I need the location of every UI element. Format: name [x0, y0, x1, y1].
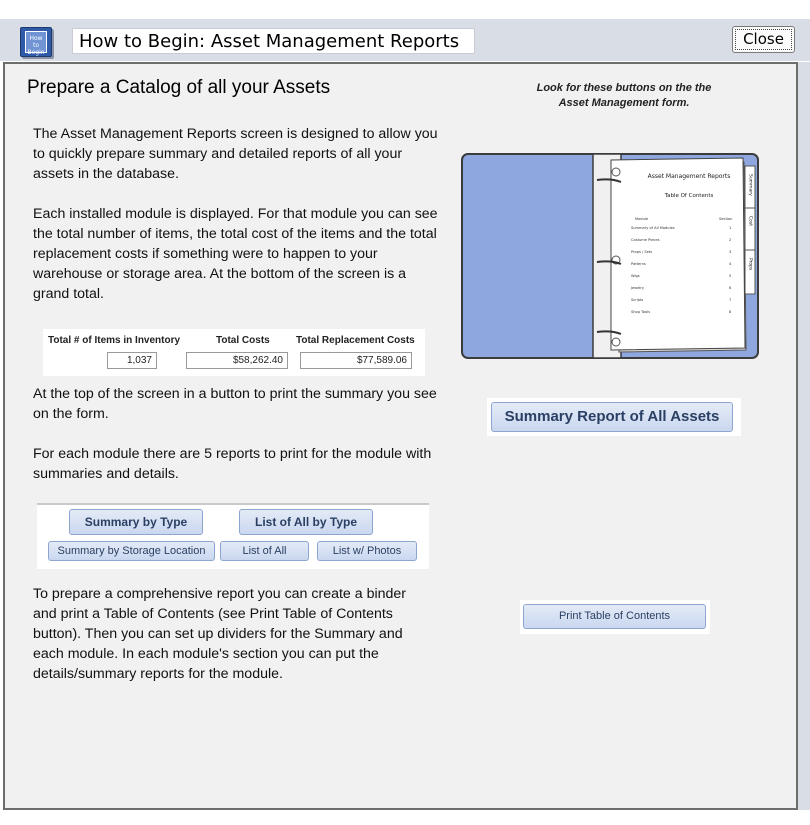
- replacement-value: $77,589.06: [300, 352, 412, 369]
- window-top-margin: [0, 0, 810, 19]
- buttons-note: Look for these buttons on the the Asset Management form.: [536, 82, 712, 109]
- report-buttons-panel: [37, 503, 429, 569]
- summary-report-button[interactable]: Summary Report of All Assets: [491, 402, 733, 432]
- book-icon-label: How to Begin: [25, 31, 47, 53]
- toc-page-subtitle: Table Of Contents: [664, 193, 714, 199]
- toc-row-section: 2: [729, 238, 732, 242]
- tab-label-props: Props: [747, 258, 753, 271]
- totals-example: [43, 329, 425, 376]
- toc-row-section: 6: [729, 286, 732, 290]
- summary-by-type-button[interactable]: Summary by Type: [69, 509, 203, 535]
- reports-paragraph: For each module there are 5 reports to print for the module with summaries and details.: [33, 446, 432, 482]
- intro-paragraph: The Asset Management Reports screen is designed to allow you to quickly prepare summary and detailed reports of all your assets in the database.: [33, 126, 438, 182]
- summary-by-storage-button[interactable]: Summary by Storage Location: [48, 541, 215, 561]
- items-value: 1,037: [107, 352, 157, 369]
- divider-tab-3: [745, 250, 755, 294]
- toc-row-name: Patterns: [631, 262, 646, 266]
- window-bottom-margin: [0, 810, 810, 825]
- toc-page-title: Asset Management Reports: [647, 173, 731, 180]
- list-with-photos-button[interactable]: List w/ Photos: [317, 541, 417, 561]
- costs-label: Total Costs: [216, 335, 270, 346]
- toc-row-name: Jewelry: [631, 286, 645, 290]
- costs-value: $58,262.40: [186, 352, 288, 369]
- replacement-label: Total Replacement Costs: [296, 335, 415, 346]
- toc-page: [611, 158, 745, 350]
- summary-report-area: [487, 398, 741, 436]
- toc-row-section: 5: [729, 274, 732, 278]
- binder-paragraph: To prepare a comprehensive report you can create a binder and print a Table of Contents (see Print Table of Contents button). Then you can set up dividers for the Summary and each module. In each module's section you can put the details/summary reports for the module.: [33, 586, 407, 682]
- toc-row-section: 8: [729, 310, 732, 314]
- toc-row-section: 4: [729, 262, 732, 266]
- toc-row-name: Wigs: [631, 274, 640, 278]
- list-of-all-button[interactable]: List of All: [220, 541, 309, 561]
- toc-row-name: Props / Sets: [631, 250, 653, 254]
- toc-row-name: Summary of All Modules: [631, 226, 675, 230]
- tab-label-cost: Cost: [747, 216, 753, 227]
- page-title: How to Begin: Asset Management Reports: [79, 31, 460, 52]
- divider-tab-2: [745, 208, 755, 252]
- section-heading: Prepare a Catalog of all your Assets: [27, 77, 331, 98]
- toc-row-section: 3: [729, 250, 732, 254]
- toc-row-name: Shop Tools: [631, 310, 651, 314]
- binder-illustration: [461, 152, 761, 362]
- right-edge-strip: [798, 62, 810, 810]
- toc-row-section: 7: [729, 298, 732, 302]
- close-button[interactable]: Close: [732, 26, 795, 53]
- toc-row-name: Costume Pieces: [631, 238, 660, 242]
- toc-row-name: Scripts: [631, 298, 644, 302]
- tab-label-summary: Summary: [747, 174, 753, 196]
- items-label: Total # of Items in Inventory: [48, 335, 181, 346]
- list-all-by-type-button[interactable]: List of All by Type: [239, 509, 373, 535]
- print-toc-button[interactable]: Print Table of Contents: [523, 604, 706, 629]
- toc-col-module: Module: [635, 217, 649, 221]
- toc-col-section: Section: [719, 217, 733, 221]
- modules-paragraph: Each installed module is displayed. For that module you can see the total number of items, the total cost of the items and the total replacement costs if something were to happen to your warehouse or storage area. At the bottom of the screen is a grand total.: [33, 206, 438, 302]
- title-box: [72, 28, 475, 54]
- toc-area: [520, 600, 710, 634]
- how-to-book-icon: [20, 27, 52, 57]
- summary-paragraph: At the top of the screen in a button to print the summary you see on the form.: [33, 386, 437, 422]
- toc-row-section: 1: [729, 226, 732, 230]
